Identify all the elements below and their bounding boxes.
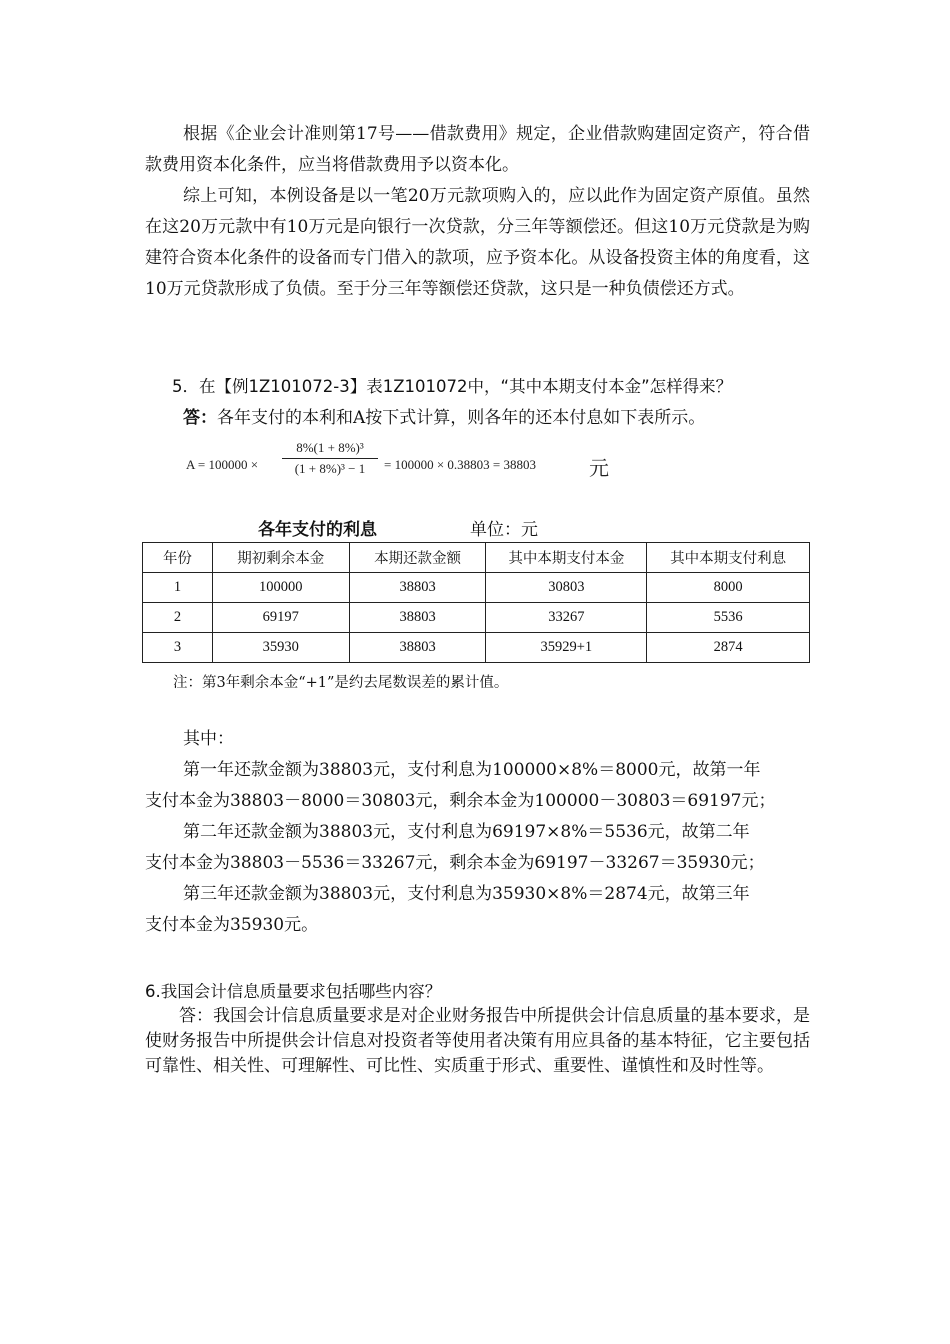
cell: 3: [143, 633, 213, 663]
table-unit: 单位：元: [470, 520, 538, 540]
table-header-row: [143, 543, 810, 573]
question-5: 5．在【例1Z101072-3】表1Z101072中，“其中本期支付本金”怎样得来？: [172, 377, 733, 396]
answer-5: [183, 403, 705, 428]
cell: 33267: [486, 603, 647, 633]
cell: 1: [143, 573, 213, 603]
header-opening-principal: 期初剩余本金: [212, 543, 349, 573]
header-interest-paid: 其中本期支付利息: [647, 543, 810, 573]
calc-year1-line1: 第一年还款金额为38803元，支付利息为100000×8%＝8000元，故第一年: [183, 760, 761, 780]
cell: 8000: [647, 573, 810, 603]
formula-unit: 元: [589, 458, 609, 480]
cell: 38803: [349, 633, 486, 663]
question-6: 6.我国会计信息质量要求包括哪些内容？: [145, 982, 442, 1001]
intro-paragraph-1: 根据《企业会计准则第17号——借款费用》规定，企业借款购建固定资产，符合借款费用资本化条件，应当将借款费用予以资本化。: [145, 124, 810, 175]
table-note: 注：第3年剩余本金“+1”是约去尾数误差的累计值。: [173, 675, 509, 691]
cell: 2874: [647, 633, 810, 663]
cell: 35929+1: [486, 633, 647, 663]
formula-rhs: = 100000 × 0.38803 = 38803: [384, 457, 536, 472]
answer-6: 答：我国会计信息质量要求是对企业财务报告中所提供会计信息质量的基本要求，是使财务报告中所提供会计信息对投资者等使用者决策有用应具备的基本特征，它主要包括可靠性、相关性、可理解性、可比性、实质重于形式、重要性、谨慎性和及时性等。: [145, 1006, 810, 1076]
formula-lhs: A = 100000 ×: [186, 457, 259, 472]
table-row: [143, 573, 810, 603]
header-principal-paid: 其中本期支付本金: [486, 543, 647, 573]
formula-numerator: 8%(1 + 8%)³: [282, 440, 378, 459]
calculation-block: [145, 724, 810, 941]
calc-year1-line2: 支付本金为38803－8000＝30803元，剩余本金为100000－30803＝69197元；: [145, 791, 776, 811]
repayment-table: [142, 542, 810, 663]
table-row: [143, 603, 810, 633]
cell: 38803: [349, 603, 486, 633]
cell: 38803: [349, 573, 486, 603]
table-row: [143, 633, 810, 663]
cell: 5536: [647, 603, 810, 633]
intro-paragraph-2: 综上可知，本例设备是以一笔20万元款项购入的，应以此作为固定资产原值。虽然在这20万元款中有10万元是向银行一次贷款，分三年等额偿还。但这10万元贷款是为购建符合资本化条件的设备而专门借入的款项，应予资本化。从设备投资主体的角度看，这10万元贷款形成了负债。至于分三年等额偿还贷款，这只是一种负债偿还方式。: [145, 186, 810, 299]
cell: 69197: [212, 603, 349, 633]
header-year: 年份: [143, 543, 213, 573]
formula-fraction: [282, 440, 378, 477]
calc-year2-line1: 第二年还款金额为38803元，支付利息为69197×8%＝5536元，故第二年: [183, 822, 750, 842]
calc-year3-line2: 支付本金为35930元。: [145, 915, 319, 935]
answer-label: 答：: [183, 408, 217, 428]
table-title: 各年支付的利息: [258, 520, 377, 540]
calc-year3-line1: 第三年还款金额为38803元，支付利息为35930×8%＝2874元，故第三年: [183, 884, 750, 904]
formula-denominator: (1 + 8%)³ − 1: [294, 461, 366, 476]
calc-year2-line2: 支付本金为38803－5536＝33267元，剩余本金为69197－33267＝35930元；: [145, 853, 765, 873]
cell: 35930: [212, 633, 349, 663]
answer-5-text: 各年支付的本利和A按下式计算，则各年的还本付息如下表所示。: [217, 408, 706, 428]
cell: 100000: [212, 573, 349, 603]
cell: 30803: [486, 573, 647, 603]
cell: 2: [143, 603, 213, 633]
calc-lead: 其中：: [183, 729, 234, 749]
header-payment: 本期还款金额: [349, 543, 486, 573]
